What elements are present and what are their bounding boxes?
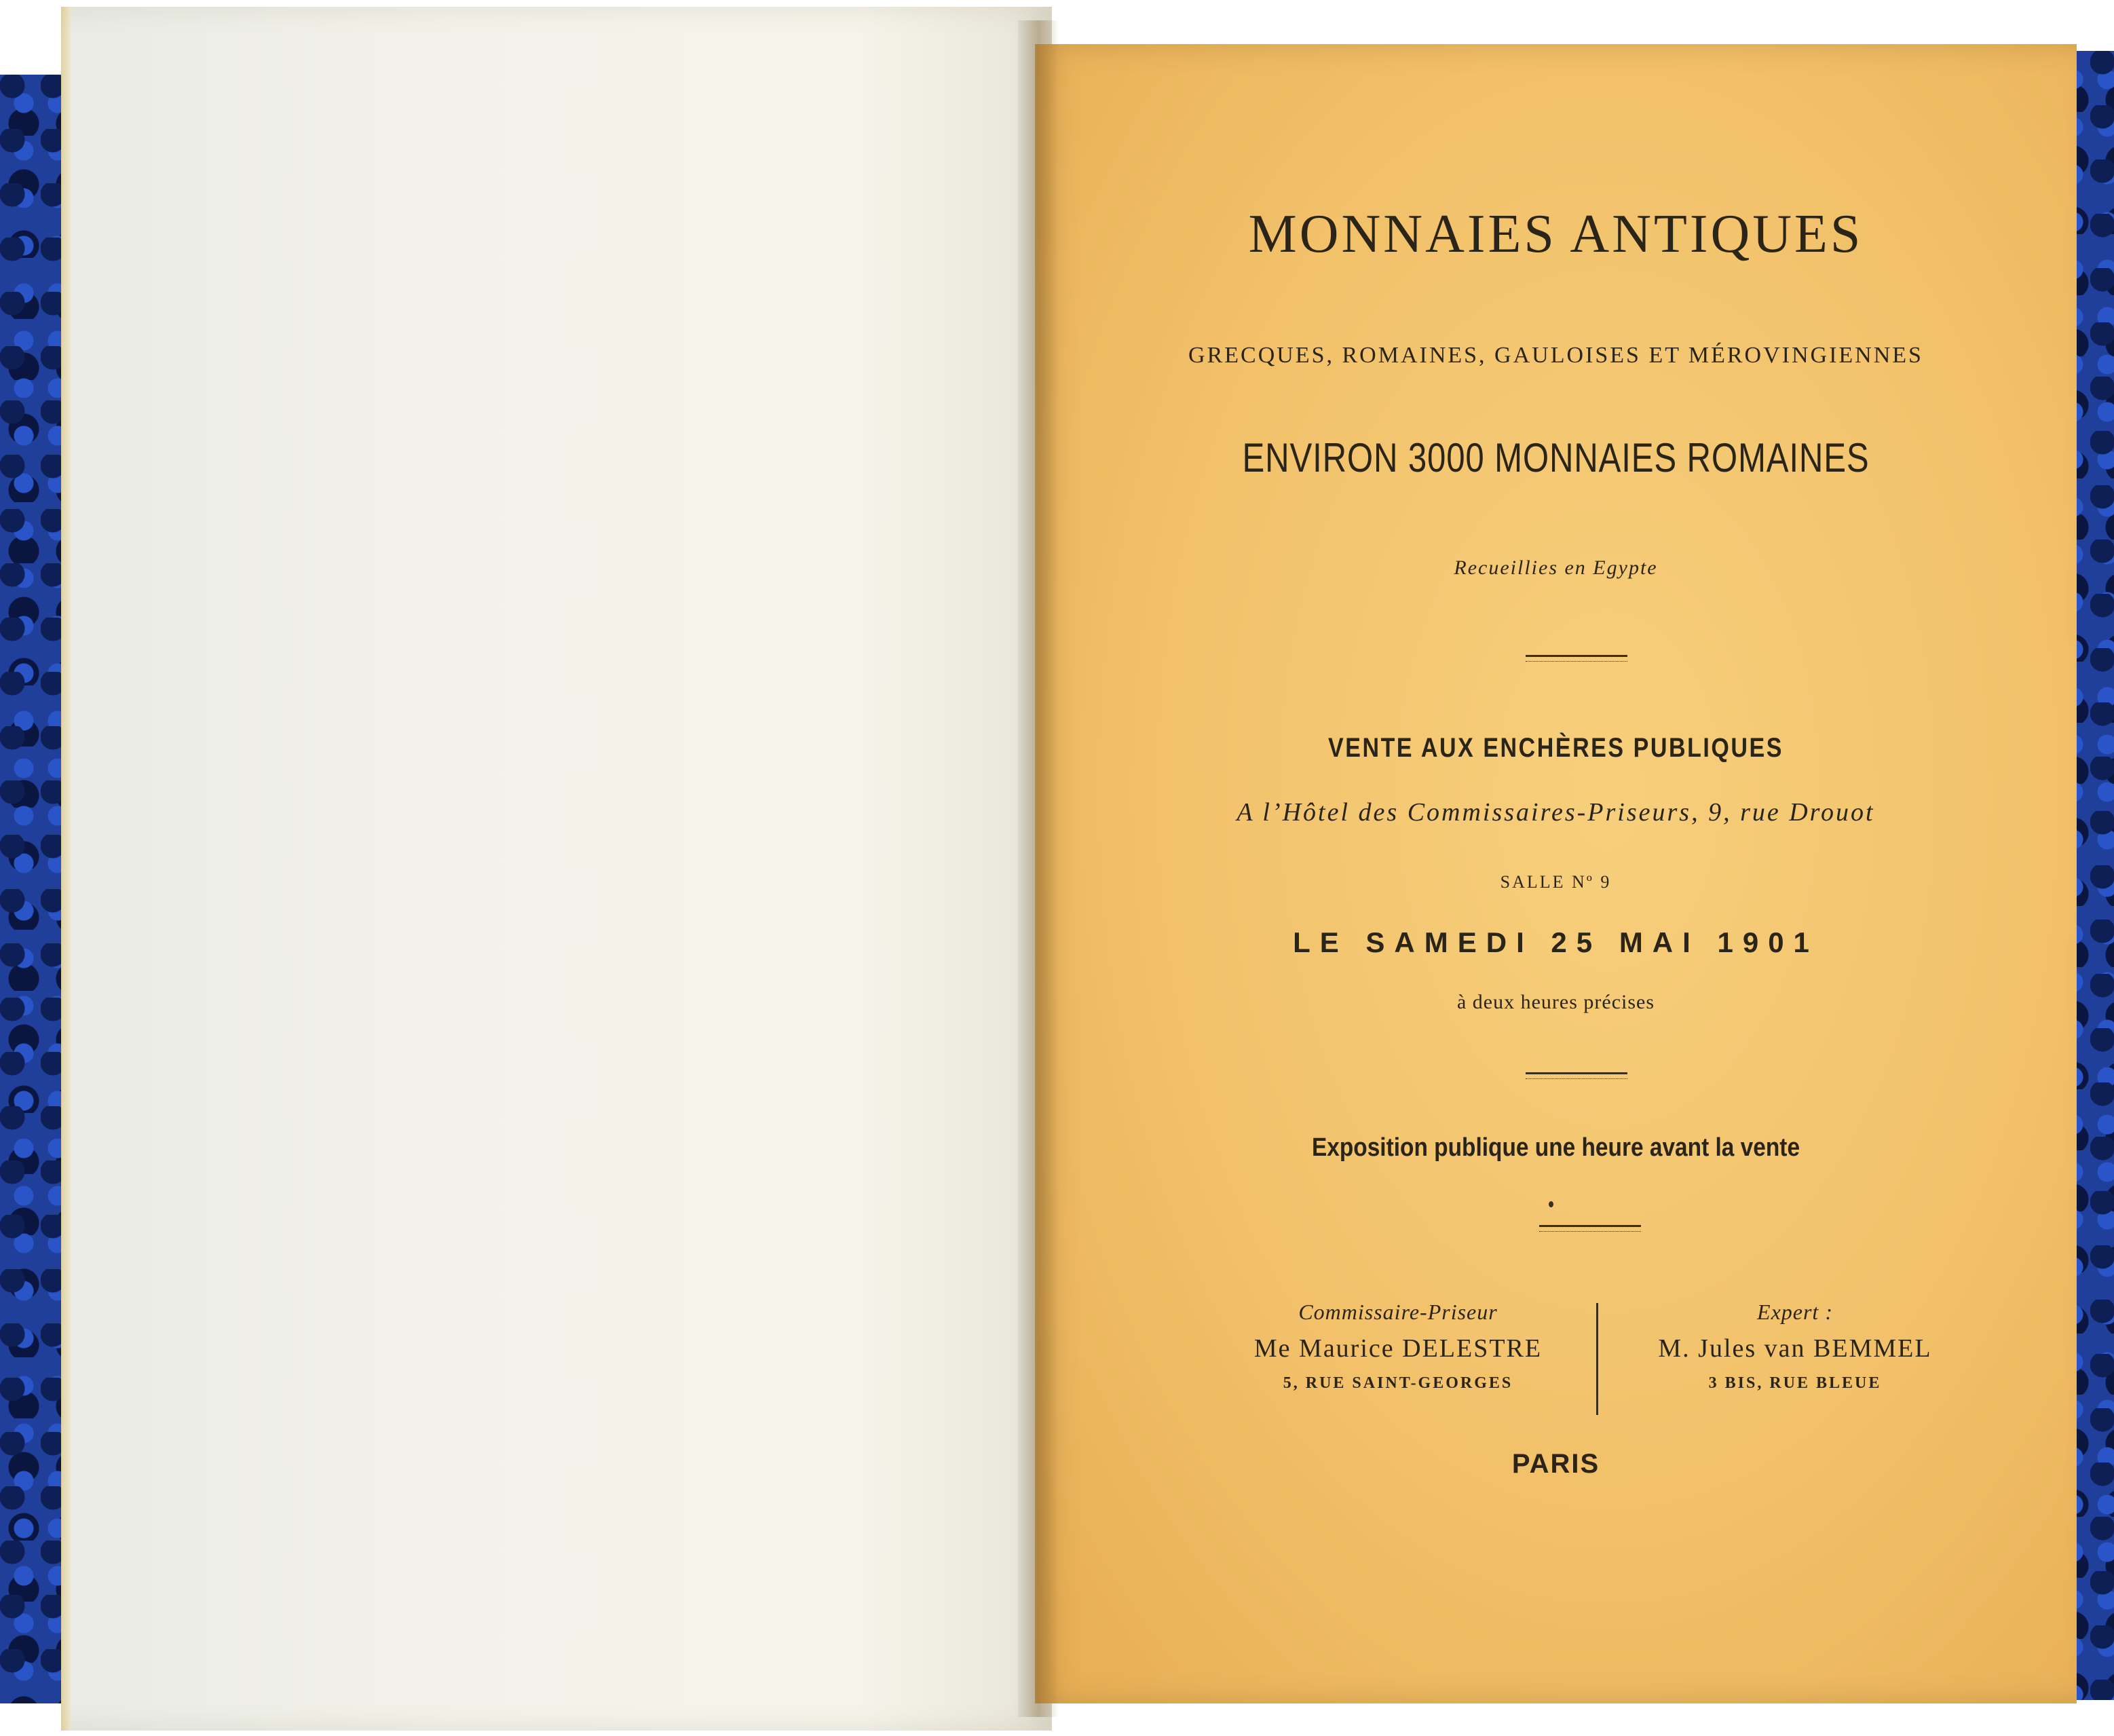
ornamental-rule bbox=[1539, 1225, 1641, 1232]
ornamental-rule bbox=[1526, 655, 1627, 662]
sale-room: SALLE Nº 9 bbox=[1500, 872, 1612, 892]
ink-dot bbox=[1549, 1201, 1553, 1207]
city-imprint: PARIS bbox=[1511, 1449, 1600, 1479]
expert-address: 3 BIS, RUE BLEUE bbox=[1708, 1374, 1882, 1392]
sale-location: A l’Hôtel des Commissaires-Priseurs, 9, rue Drouot bbox=[1237, 798, 1875, 827]
expert-role: Expert : bbox=[1757, 1300, 1833, 1324]
sale-time: à deux heures précises bbox=[1456, 991, 1655, 1013]
sale-date: LE SAMEDI 25 MAI 1901 bbox=[1293, 926, 1819, 958]
expert-name: M. Jules van BEMMEL bbox=[1658, 1334, 1932, 1363]
column-divider bbox=[1596, 1303, 1598, 1415]
commissaire-address: 5, RUE SAINT-GEORGES bbox=[1283, 1374, 1513, 1392]
headline: ENVIRON 3000 MONNAIES ROMAINES bbox=[1242, 435, 1870, 480]
commissaire-column bbox=[1222, 1300, 1574, 1393]
commissaire-name: Me Maurice DELESTRE bbox=[1253, 1334, 1543, 1363]
sale-heading: VENTE AUX ENCHÈRES PUBLIQUES bbox=[1328, 733, 1783, 763]
blank-left-page bbox=[61, 7, 1052, 1731]
page-subtitle: GRECQUES, ROMAINES, GAULOISES ET MÉROVINGIENNES bbox=[1188, 343, 1923, 368]
commissaire-role: Commissaire-Priseur bbox=[1298, 1300, 1498, 1324]
page-title: MONNAIES ANTIQUES bbox=[1248, 204, 1864, 264]
expert-column bbox=[1619, 1300, 1971, 1393]
ornamental-rule bbox=[1526, 1072, 1627, 1079]
origin-note: Recueillies en Egypte bbox=[1454, 556, 1658, 579]
exhibition-note: Exposition publique une heure avant la vente bbox=[1311, 1133, 1800, 1162]
